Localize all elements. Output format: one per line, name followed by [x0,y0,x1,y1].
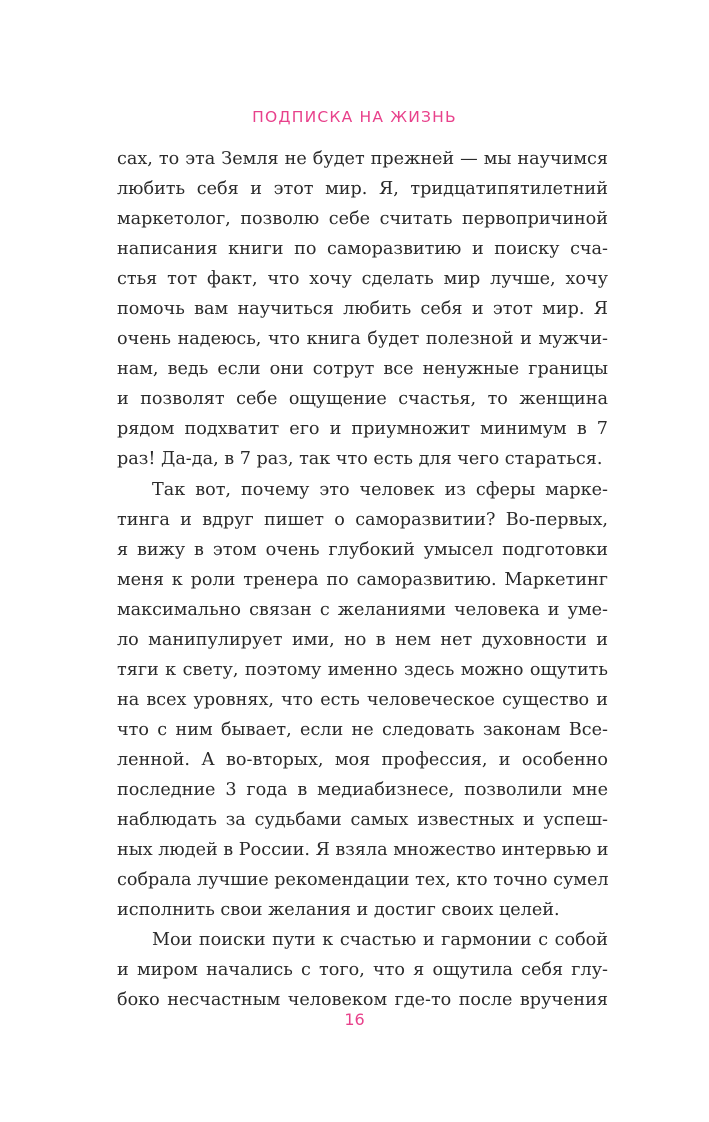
text-line: помочь вам научиться любить себя и этот мир. Я [117,299,608,320]
text-line: рядом подхватит его и приумножит минимум в 7 [117,419,608,440]
text-line: последние 3 года в медиабизнесе, позволили мне [117,779,608,800]
text-line: очень надеюсь, что книга будет полезной и мужчи- [117,329,608,350]
text-line: максимально связан с желаниями человека и уме- [117,599,608,620]
text-line: Мои поиски пути к счастью и гармонии с собой [152,930,608,951]
text-line: сах, то эта Земля не будет прежней — мы научимся [117,149,608,169]
text-line: тинга и вдруг пишет о саморазвитии? Во-первых, [117,509,608,530]
running-head: ПОДПИСКА НА ЖИЗНЬ [252,108,457,126]
text-line: меня к роли тренера по саморазвитию. Маркетинг [117,569,608,590]
text-line: Так вот, почему это человек из сферы марке- [152,479,608,500]
text-line: ленной. А во-вторых, моя профессия, и особенно [117,749,608,770]
body-text [117,144,608,1015]
text-line: и позволят себе ощущение счастья, то женщина [117,389,608,410]
text-line: нам, ведь если они сотрут все ненужные границы [117,359,608,380]
text-line: на всех уровнях, что есть человеческое существо и [117,689,608,710]
text-line: ных людей в России. Я взяла множество интервью и [117,840,609,861]
text-line: что с ним бывает, если не следовать законам Все- [117,719,608,740]
text-line: собрала лучшие рекомендации тех, кто точно сумел [117,870,609,891]
text-line: наблюдать за судьбами самых известных и успеш- [117,810,608,831]
text-line: любить себя и этот мир. Я, тридцатипятилетний [117,179,608,200]
text-line: ло манипулирует ими, но в нем нет духовности и [117,629,608,650]
text-line: тяги к свету, поэтому именно здесь можно ощутить [117,659,608,680]
text-line: и миром начались с того, что я ощутила себя глу- [117,960,608,981]
text-line: боко несчастным человеком где-то после вручения [117,990,608,1011]
page-number: 16 [344,1010,365,1029]
text-line: исполнить свои желания и достиг своих целей. [117,900,560,921]
text-line: стья тот факт, что хочу сделать мир лучше, хочу [117,269,608,290]
text-line: раз! Да-да, в 7 раз, так что есть для чего стараться. [117,449,603,470]
text-line: маркетолог, позволю себе считать первопричиной [117,209,608,230]
text-line: я вижу в этом очень глубокий умысел подготовки [117,539,608,560]
text-line: написания книги по саморазвитию и поиску сча- [117,239,608,260]
